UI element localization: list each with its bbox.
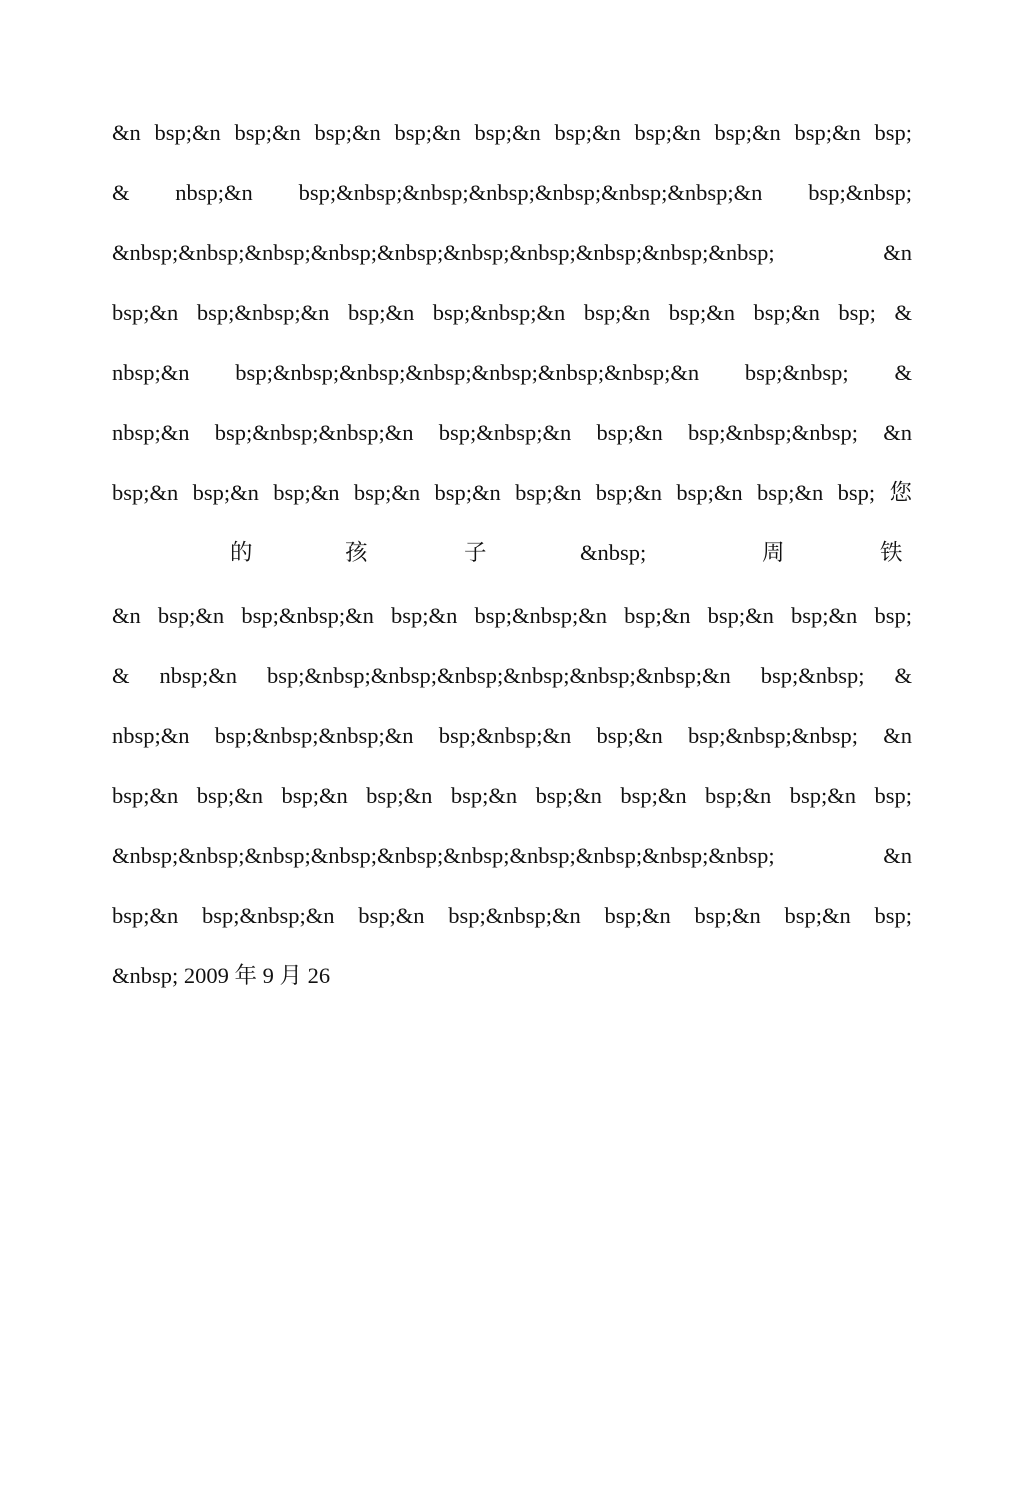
signature-word: &nbsp;	[580, 540, 647, 565]
text-line: & nbsp;&n bsp;&nbsp;&nbsp;&nbsp;&nbsp;&nbsp;&nbsp;&n bsp;&nbsp; &	[112, 663, 912, 688]
signature-word: 的	[230, 540, 253, 565]
date-line: &nbsp; 2009 年 9 月 26	[112, 963, 331, 988]
text-line: nbsp;&n bsp;&nbsp;&nbsp;&n bsp;&nbsp;&n bsp;&n bsp;&nbsp;&nbsp; &n	[112, 723, 912, 748]
signature-word: 周	[762, 540, 785, 565]
text-line: bsp;&n bsp;&nbsp;&n bsp;&n bsp;&nbsp;&n bsp;&n bsp;&n bsp;&n bsp; &	[112, 300, 912, 325]
text-line: bsp;&n bsp;&n bsp;&n bsp;&n bsp;&n bsp;&n bsp;&n bsp;&n bsp;&n bsp; 您	[112, 480, 912, 505]
text-line: bsp;&n bsp;&nbsp;&n bsp;&n bsp;&nbsp;&n bsp;&n bsp;&n bsp;&n bsp;	[112, 903, 912, 928]
text-line: &n bsp;&n bsp;&nbsp;&n bsp;&n bsp;&nbsp;&n bsp;&n bsp;&n bsp;&n bsp;	[112, 603, 912, 628]
signature-word: 铁	[880, 540, 903, 565]
signature-word: 子	[464, 540, 487, 565]
text-line: & nbsp;&n bsp;&nbsp;&nbsp;&nbsp;&nbsp;&nbsp;&nbsp;&n bsp;&nbsp;	[112, 180, 912, 205]
text-line: &nbsp;&nbsp;&nbsp;&nbsp;&nbsp;&nbsp;&nbsp;&nbsp;&nbsp;&nbsp; &n	[112, 843, 912, 868]
text-line: bsp;&n bsp;&n bsp;&n bsp;&n bsp;&n bsp;&n bsp;&n bsp;&n bsp;&n bsp;	[112, 783, 912, 808]
text-line: nbsp;&n bsp;&nbsp;&nbsp;&n bsp;&nbsp;&n bsp;&n bsp;&nbsp;&nbsp; &n	[112, 420, 912, 445]
text-line: nbsp;&n bsp;&nbsp;&nbsp;&nbsp;&nbsp;&nbsp;&nbsp;&n bsp;&nbsp; &	[112, 360, 912, 385]
text-line: &n bsp;&n bsp;&n bsp;&n bsp;&n bsp;&n bsp;&n bsp;&n bsp;&n bsp;&n bsp;	[112, 120, 912, 145]
signature-word: 孩	[345, 540, 368, 565]
text-line: &nbsp;&nbsp;&nbsp;&nbsp;&nbsp;&nbsp;&nbsp;&nbsp;&nbsp;&nbsp; &n	[112, 240, 912, 265]
